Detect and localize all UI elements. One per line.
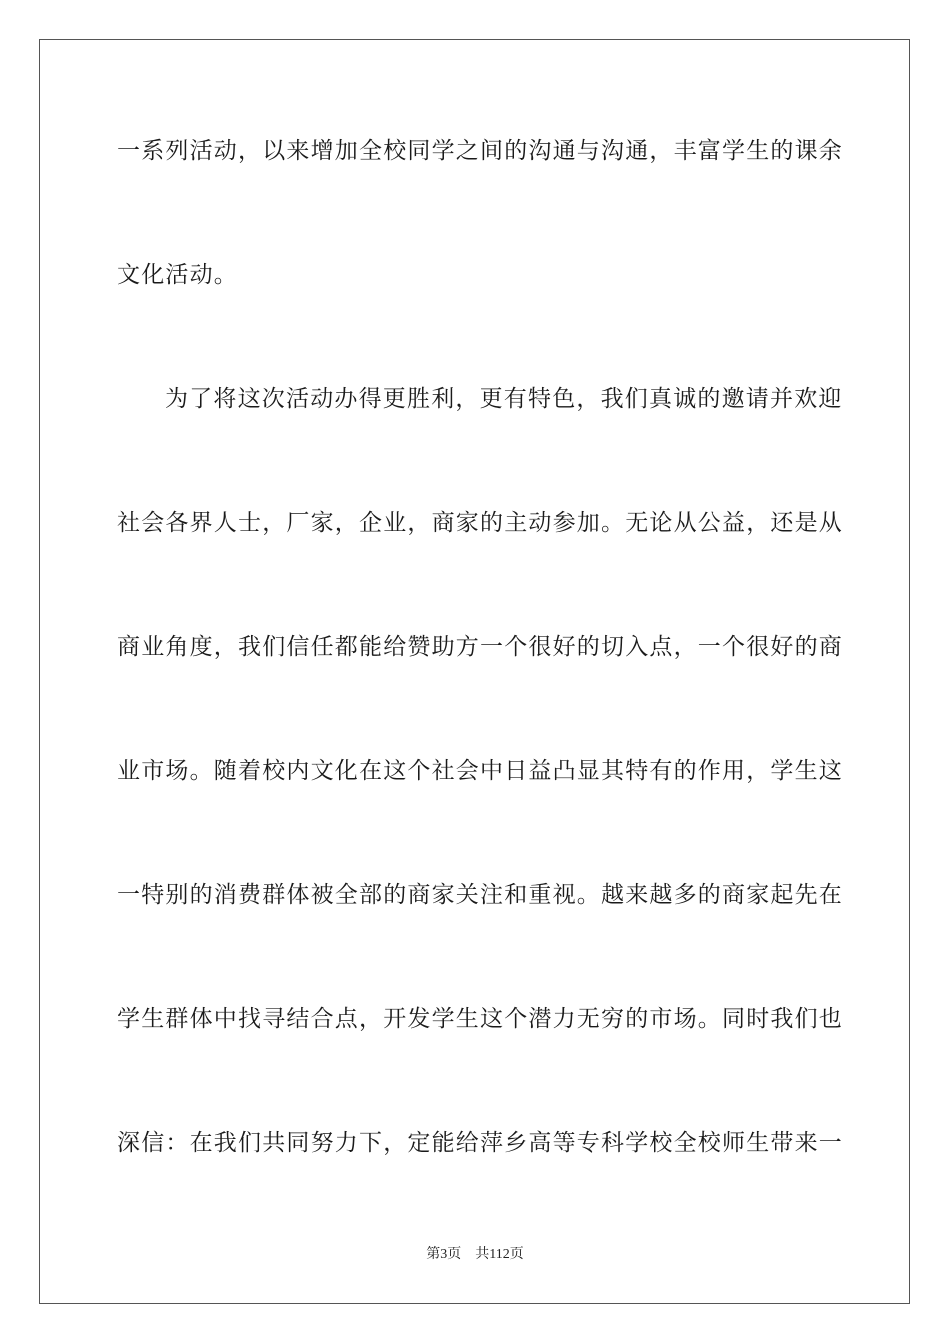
text-line: 一特别的消费群体被全部的商家关注和重视。越来越多的商家起先在 [117, 882, 843, 908]
text-line: 业市场。随着校内文化在这个社会中日益凸显其特有的作用，学生这 [117, 758, 843, 784]
text-line: 社会各界人士，厂家，企业，商家的主动参加。无论从公益，还是从 [117, 510, 843, 536]
text-line: 文化活动。 [117, 262, 238, 288]
paragraph-first-line: 为了将这次活动办得更胜利，更有特色，我们真诚的邀请并欢迎 [165, 386, 843, 412]
page-footer [0, 1246, 950, 1264]
page-number: 第3页 [426, 1247, 462, 1262]
text-line: 学生群体中找寻结合点，开发学生这个潜力无穷的市场。同时我们也 [117, 1006, 843, 1032]
page-frame [39, 39, 910, 1304]
page-total: 共112页 [475, 1247, 524, 1262]
text-line: 商业角度，我们信任都能给赞助方一个很好的切入点，一个很好的商 [117, 634, 843, 660]
text-line: 一系列活动，以来增加全校同学之间的沟通与沟通，丰富学生的课余 [117, 138, 843, 164]
text-line: 深信：在我们共同努力下，定能给萍乡高等专科学校全校师生带来一 [117, 1130, 843, 1156]
